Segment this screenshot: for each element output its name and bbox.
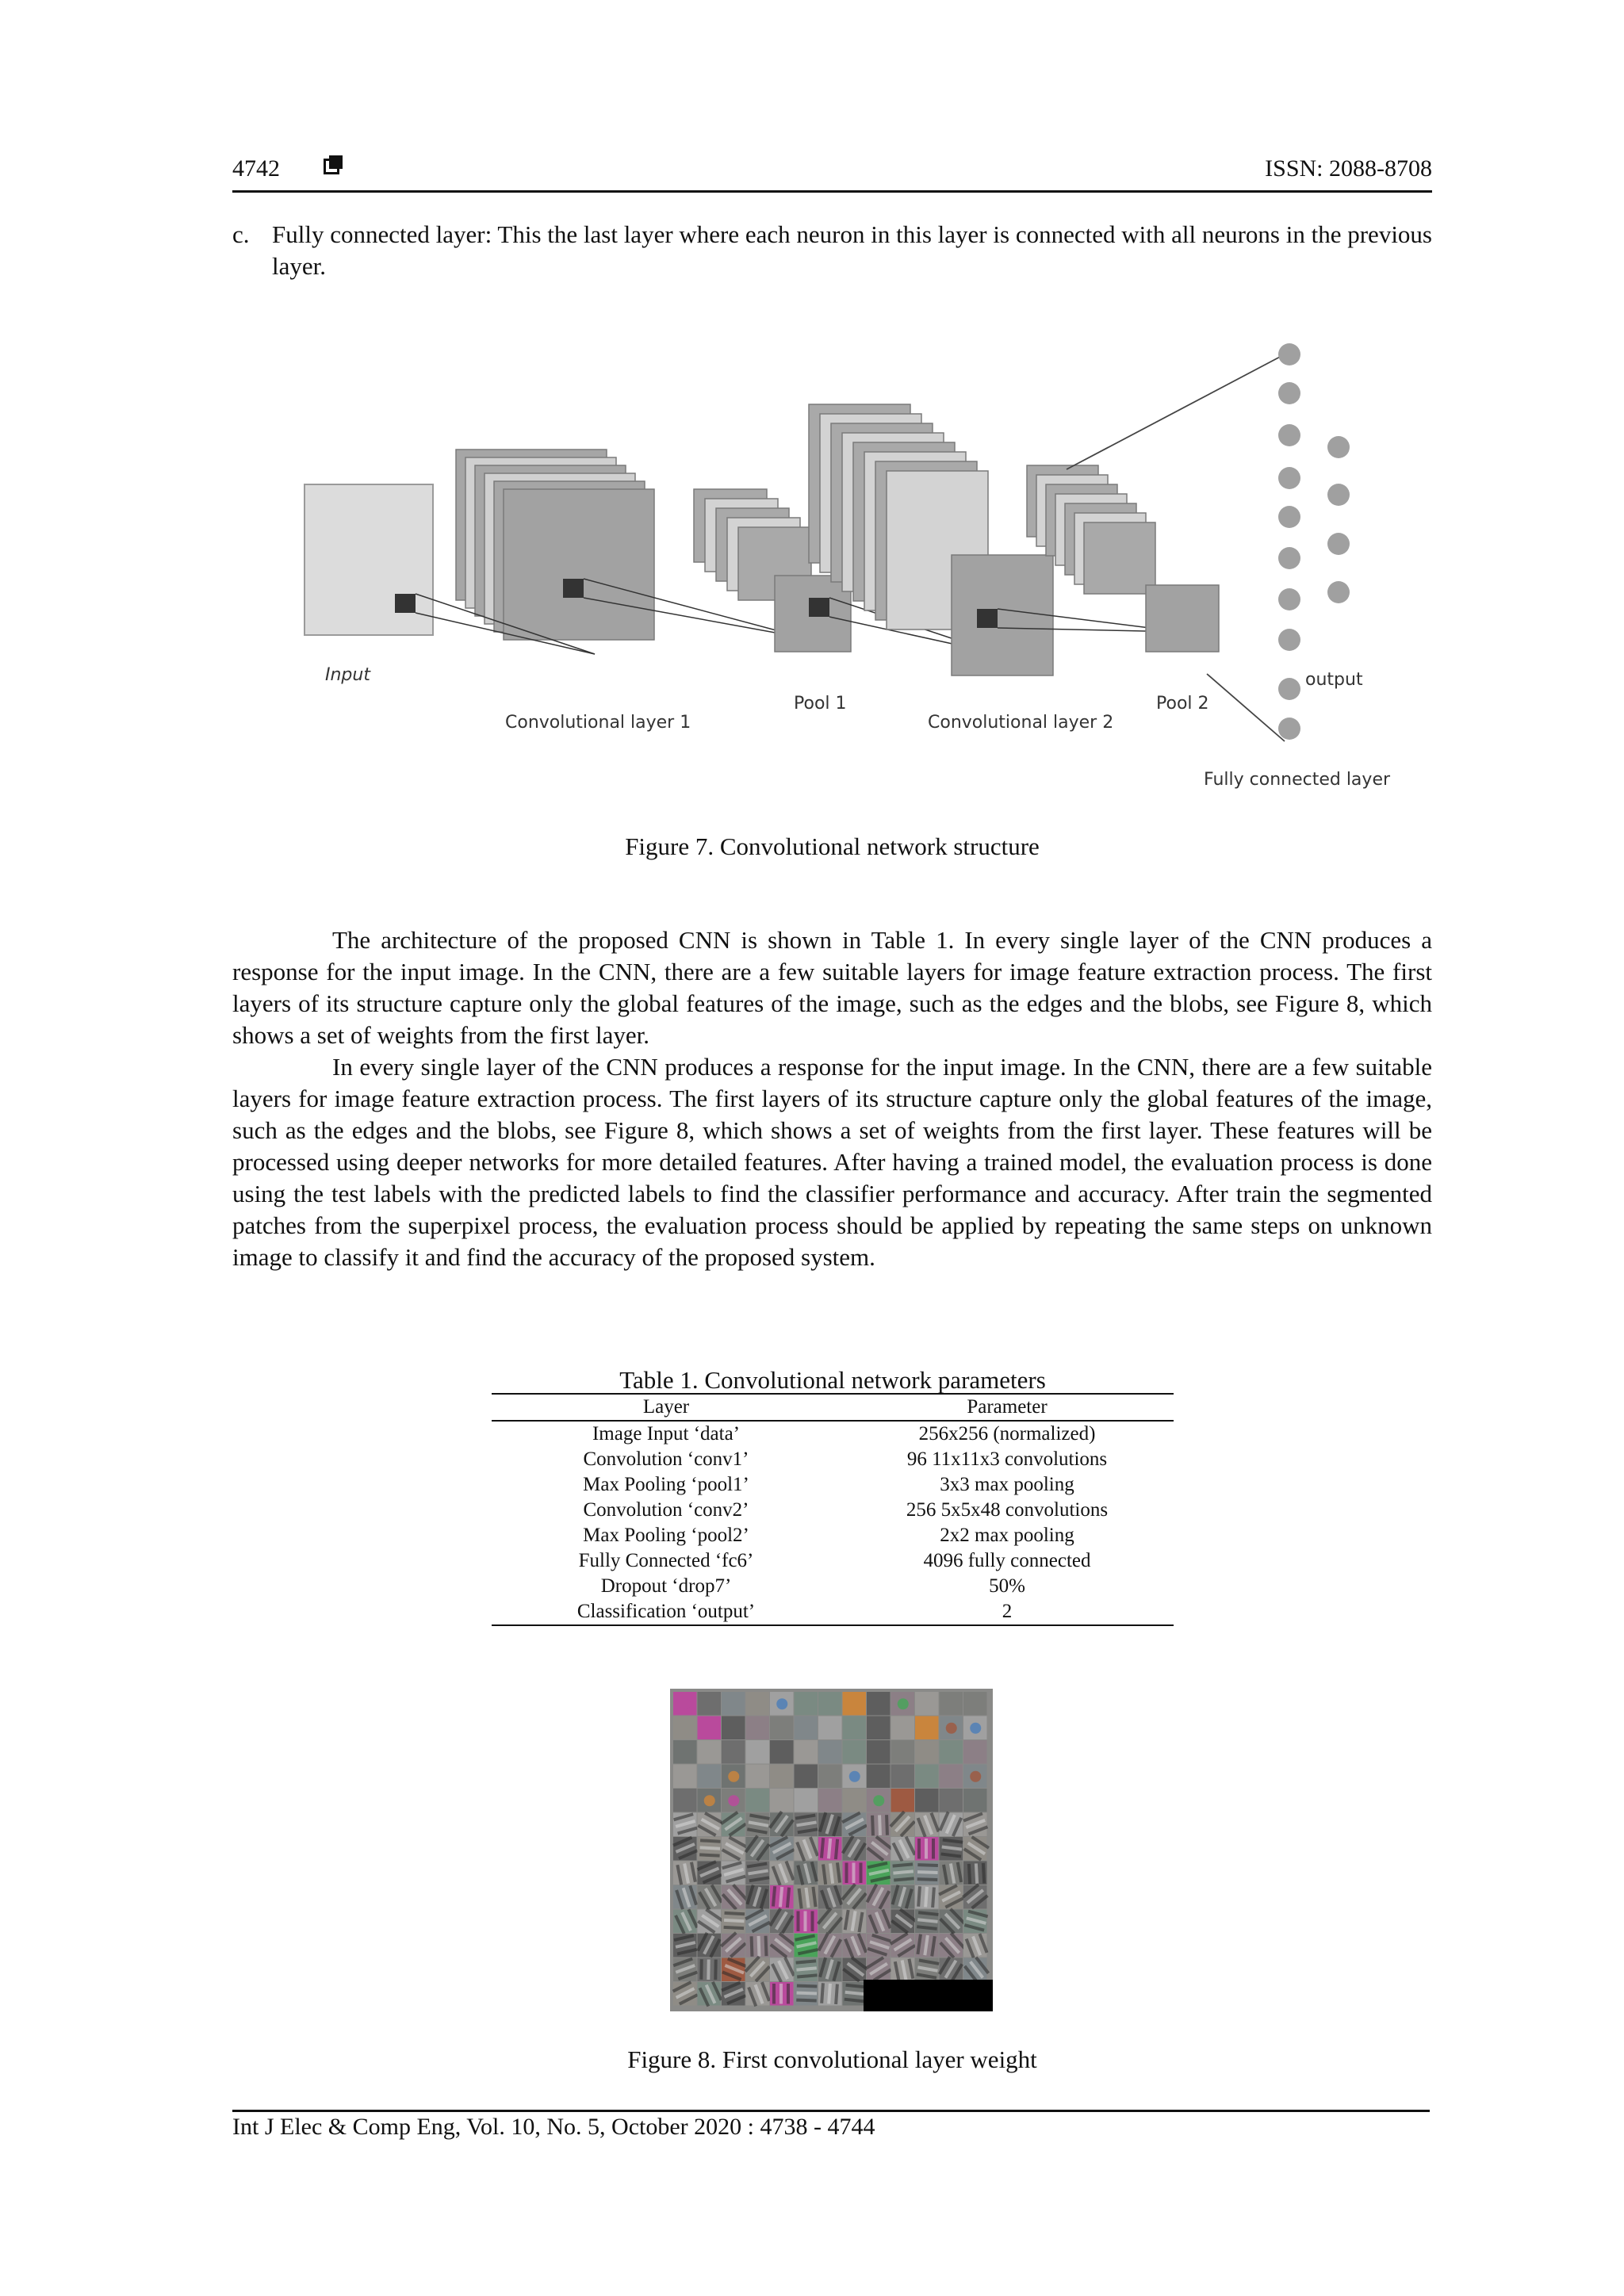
list-item [232,219,1432,282]
neuron [1278,547,1300,569]
neuron [1278,343,1300,365]
table-row [492,1548,1174,1574]
cell-layer: Max Pooling ‘pool2’ [583,1525,749,1546]
neuron [1278,424,1300,446]
neuron [1278,678,1300,700]
cell-parameter: 3x3 max pooling [940,1474,1074,1495]
neuron [1278,588,1300,610]
cnn-structure-diagram [293,337,1404,805]
cell-layer: Dropout ‘drop7’ [600,1575,732,1597]
cell-parameter: 50% [989,1575,1025,1597]
cell-layer: Max Pooling ‘pool1’ [583,1474,749,1495]
header-rule [232,190,1432,193]
square-bullet-icon [324,159,339,174]
table-row [492,1599,1174,1625]
cell-parameter: 4096 fully connected [923,1550,1091,1571]
fc-neurons [1278,343,1300,740]
list-item-label: c. [232,220,250,248]
cell-layer: Convolution ‘conv1’ [583,1448,749,1470]
figure7-caption: Figure 7. Convolutional network structure [625,832,1040,860]
cell-parameter: 2x2 max pooling [940,1525,1074,1546]
table1-caption: Table 1. Convolutional network parameters [619,1366,1046,1394]
table-row [492,1421,1174,1447]
first-layer-weights-image [670,1689,993,2011]
page-number: 4742 [232,155,280,182]
table-row [492,1574,1174,1599]
output-neurons [1327,436,1350,603]
label-conv1: Convolutional layer 1 [505,713,691,733]
input-kernel [395,594,416,613]
column-header-parameter: Parameter [967,1396,1048,1418]
cell-layer: Convolution ‘conv2’ [583,1499,749,1521]
cell-parameter: 256x256 (normalized) [918,1423,1096,1445]
label-input: Input [325,665,370,685]
conv1-feature-maps [456,450,654,640]
cell-layer: Classification ‘output’ [576,1601,756,1622]
neuron [1278,467,1300,489]
label-pool1: Pool 1 [794,694,847,714]
cell-layer: Fully Connected ‘fc6’ [578,1550,754,1571]
pool2-feature-maps [1027,465,1219,652]
column-header-layer: Layer [642,1396,690,1418]
footer-citation: Int J Elec & Comp Eng, Vol. 10, No. 5, October 2020 : 4738 - 4744 [232,2114,875,2140]
neuron [1278,629,1300,651]
table-header-row [492,1394,1174,1421]
table-row [492,1523,1174,1548]
empty-tiles-area [864,1980,993,2011]
neuron [1327,533,1350,555]
table-row [492,1447,1174,1472]
journal-issn: ISSN: 2088-8708 [1265,155,1432,182]
pool1-kernel [809,598,829,617]
label-output: output [1305,670,1363,690]
body-paragraph: The architecture of the proposed CNN is shown in Table 1. In every single layer of the CNN produces a response for the input image. In the CNN, there are a few suitable layers for image feature extraction process. The first layers of its structure capture only the global features of the image, such as the edges and the blobs, see Figure 8, which shows a set of weights from the first layer. [232,926,1432,1049]
neuron [1278,718,1300,740]
body-paragraph: In every single layer of the CNN produces a response for the input image. In the CNN, there are a few suitable layers for image feature extraction process. The first layers of its structure capture only the global features of the image, such as the edges and the blobs, see Figure 8, which shows a set of weights from the first layer. These features will be processed using deeper networks for more detailed features. After having a trained model, the evaluation process is done using the test labels with the predicted labels to find the classifier performance and accuracy. After train the segmented patches from the superpixel process, the evaluation process should be applied by repeating the same steps on unknown image to classify it and find the accuracy of the proposed system. [232,1053,1432,1271]
conv2-kernel [977,609,998,628]
label-pool2: Pool 2 [1156,694,1209,714]
neuron [1278,382,1300,404]
neuron [1327,581,1350,603]
footer-rule [232,2110,1430,2112]
neuron [1327,484,1350,506]
label-fully-connected: Fully connected layer [1204,770,1391,790]
table-row [492,1498,1174,1523]
table-row [492,1472,1174,1498]
label-conv2: Convolutional layer 2 [928,713,1114,733]
list-item-text: Fully connected layer: This the last layer where each neuron in this layer is connected with all neurons in the previous layer. [272,220,1432,280]
conv1-kernel [563,579,584,598]
parameters-table [492,1393,1174,1626]
figure8-caption: Figure 8. First convolutional layer weight [627,2045,1037,2073]
cell-parameter: 96 11x11x3 convolutions [906,1448,1108,1470]
cell-layer: Image Input ‘data’ [592,1423,741,1445]
neuron [1327,436,1350,458]
cell-parameter: 256 5x5x48 convolutions [906,1499,1109,1521]
cell-parameter: 2 [1002,1601,1013,1622]
neuron [1278,506,1300,528]
